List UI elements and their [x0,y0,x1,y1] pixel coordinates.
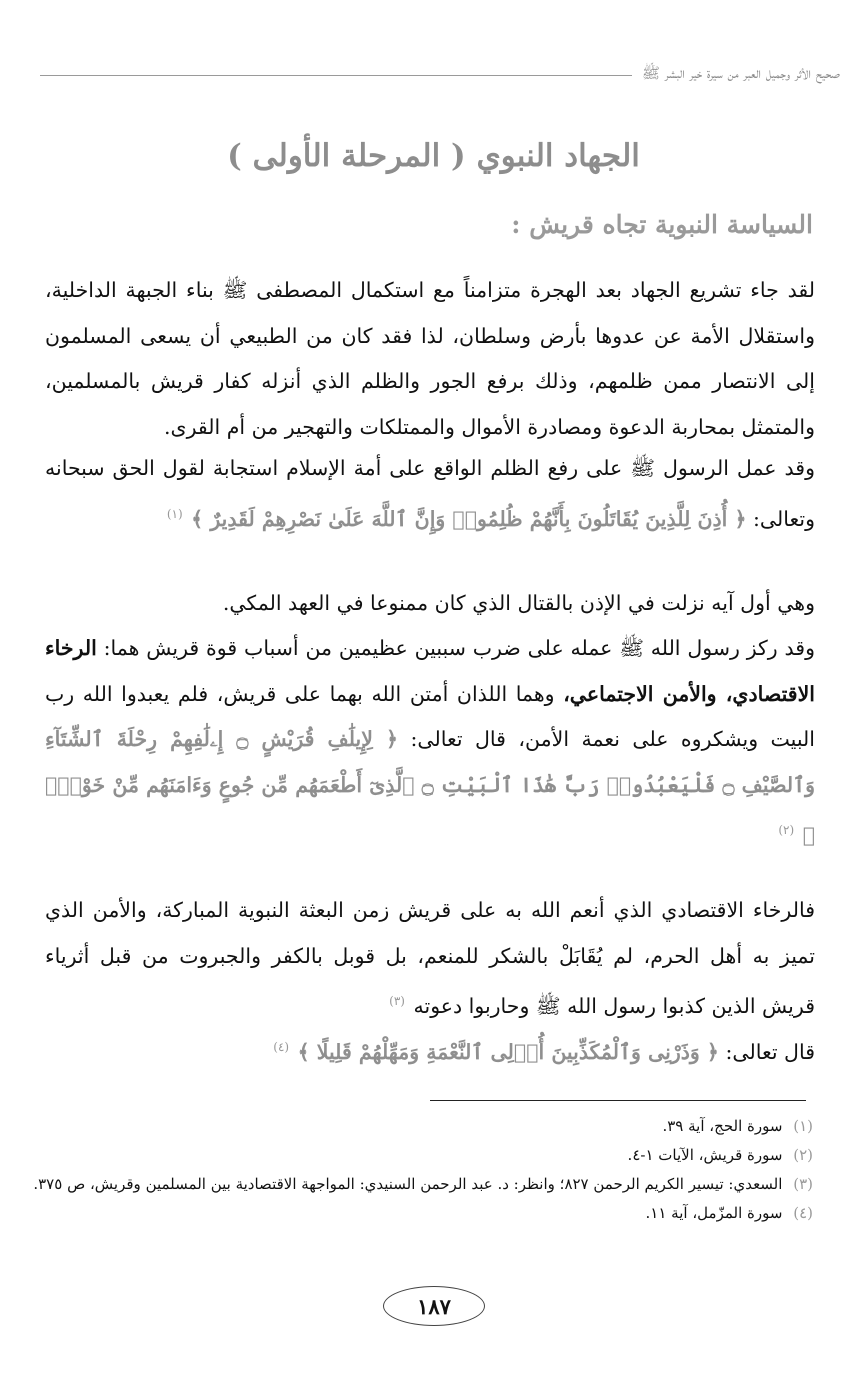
paragraph-2-text: وقد عمل الرسول ﷺ على رفع الظلم الواقع على أمة الإسلام استجابة لقول الحق سبحانه وتعالى: [45,456,815,531]
footnote-divider [430,1100,806,1101]
footnote [23,1112,813,1141]
running-header [40,62,840,88]
footnote [23,1199,813,1228]
paragraph-5-text: فالرخاء الاقتصادي الذي أنعم الله به على قريش زمن البعثة النبوية المباركة، والأمن الذي تميز به أهل الحرم، لم يُقَابَلْ بالشكر للمنعم، بل قوبل بالكفر والجبروت من قبل أثرياء قريش الذين كذبوا رسول الله ﷺ وحاربوا دعوته [45,898,815,1018]
paragraph-3: وهي أول آيه نزلت في الإذن بالقتال الذي كان ممنوعا في العهد المكي. [222,591,815,615]
paragraph-1: لقد جاء تشريع الجهاد بعد الهجرة متزامناً مع استكمال المصطفى ﷺ بناء الجبهة الداخلية، واستقلال الأمة عن عدوها بأرض وسلطان، لذا فقد كان من الطبيعي أن يسعى المسلمون إلى الانتصار ممن ظلمهم، وذلك برفع الجور والظلم الذي أنزله كفار قريش بالمسلمين، والمتمثل بمحاربة الدعوة ومصادرة الأموال والممتلكات والتهجير من أم القرى. [45,278,815,439]
footnote-text: السعدي: تيسير الكريم الرحمن ٨٢٧؛ وانظر: د. عبد الرحمن السنيدي: المواجهة الاقتصادية بين المسلمين وقريش، ص ٣٧٥. [33,1175,783,1193]
paragraph-4-text-2: وهما اللذان أمتن الله بهما على قريش، فلم يعبدوا الله رب البيت ويشكروه على نعمة الأمن، قال تعالى: [45,681,815,751]
paragraph-4-text-1: وقد ركز رسول الله ﷺ عمله على ضرب سببين عظيمين من أسباب قوة قريش هما: [103,636,815,660]
footnote-number: (٤) [793,1204,813,1222]
page-number: ١٨٧ [383,1286,485,1326]
paragraph-2 [45,446,815,542]
chapter-title: الجهاد النبوي ( المرحلة الأولى ) [227,138,640,174]
footnotes [23,1112,813,1228]
footnote-text: سورة المزّمل، آية ١١. [645,1204,783,1222]
footnote-ref-1: (١) [166,506,183,521]
section-heading: السياسة النبوية تجاه قريش : [511,210,813,239]
footnote-text: سورة الحج، آية ٣٩. [662,1117,783,1135]
paragraph-6-text: قال تعالى: [725,1039,815,1064]
footnote-text: سورة قريش، الآيات ١-٤. [627,1146,783,1164]
footnote-number: (١) [793,1117,813,1135]
quran-verse-muzzammil: ﴿ وَذَرْنِى وَٱلْمُكَذِّبِينَ أُو۟لِى ٱلنَّعْمَةِ وَمَهِّلْهُمْ قَلِيلًا ﴾ [297,1039,719,1064]
footnote-number: (٣) [793,1175,813,1193]
running-header-rule [40,75,632,76]
paragraph-4 [45,626,815,858]
quran-verse-quraysh: ﴿ لِإِيلَٰفِ قُرَيْشٍ ۝ إِۦلَٰفِهِمْ رِحْلَةَ ٱلشِّتَآءِ وَٱلصَّيْفِ ۝ فَلْيَعْبُدُوا۟ رَبَّ هَٰذَا ٱلْبَيْتِ ۝ ٱلَّذِىٓ أَطْعَمَهُم مِّن جُوعٍ وَءَامَنَهُم مِّنْ خَوْفٍۭ ﴾ [45,727,815,847]
footnote-ref-3: (٣) [389,994,405,1008]
paragraph-4-bold: الرخاء الاقتصادي، والأمن الاجتماعي، [45,636,815,706]
footnote-number: (٢) [793,1146,813,1164]
paragraph-5 [45,888,815,1029]
footnote-ref-4: (٤) [273,1040,290,1054]
running-header-text: صحيح الأثر وجميل العبر من سيرة خير البشر ﷺ [641,64,840,82]
footnote [23,1141,813,1170]
quran-verse-hajj: ﴿ أُذِنَ لِلَّذِينَ يُقَاتَلُونَ بِأَنَّهُمْ ظُلِمُوا۟ وَإِنَّ ٱللَّهَ عَلَىٰ نَصْرِهِمْ لَقَدِيرٌ ﴾ [191,506,747,531]
footnote-ref-2: (٢) [778,823,795,837]
paragraph-6 [45,1025,815,1075]
footnote [23,1170,813,1199]
